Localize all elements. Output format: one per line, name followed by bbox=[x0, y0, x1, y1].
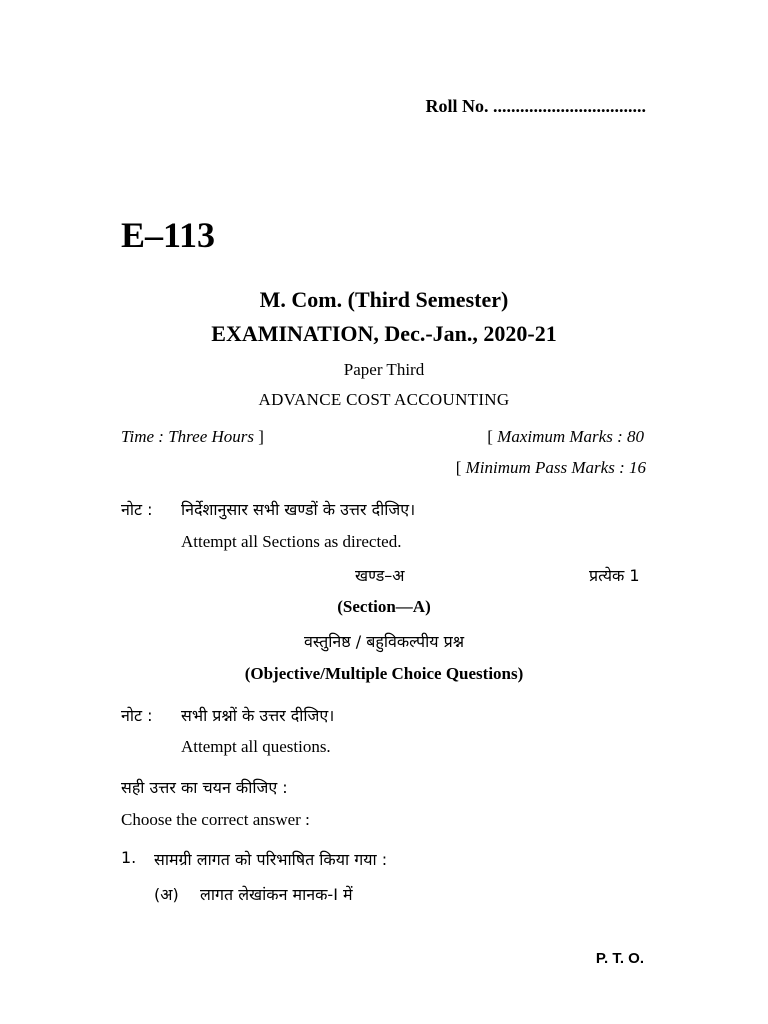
roll-number-line: Roll No. .................................. bbox=[425, 96, 646, 116]
option-a-label: (अ) bbox=[154, 885, 179, 904]
time-label: Time : Three Hours bbox=[121, 427, 255, 446]
min-marks-text: Minimum Pass Marks : 16 bbox=[465, 458, 646, 477]
examination-title: EXAMINATION, Dec.-Jan., 2020-21 bbox=[211, 321, 557, 346]
section-note-label: नोट : bbox=[121, 706, 153, 725]
time-allowed bbox=[121, 427, 264, 447]
min-bracket: [ bbox=[455, 458, 462, 477]
instruction-english: Choose the correct answer : bbox=[121, 810, 310, 829]
subject-title: ADVANCE COST ACCOUNTING bbox=[258, 390, 510, 409]
max-marks-text: Maximum Marks : 80 bbox=[497, 427, 644, 446]
question-text: सामग्री लागत को परिभाषित किया गया : bbox=[154, 850, 388, 869]
minimum-pass-marks bbox=[456, 458, 646, 478]
general-note-english: Attempt all Sections as directed. bbox=[181, 532, 402, 551]
paper-number: Paper Third bbox=[343, 360, 425, 379]
general-note-hindi: निर्देशानुसार सभी खण्डों के उत्तर दीजिए। bbox=[181, 500, 416, 519]
section-note-english: Attempt all questions. bbox=[181, 737, 331, 756]
section-a-marks-each: प्रत्येक 1 bbox=[589, 566, 640, 585]
question-number: 1. bbox=[121, 848, 137, 867]
instruction-hindi: सही उत्तर का चयन कीजिए : bbox=[121, 778, 288, 797]
time-bracket: ] bbox=[258, 427, 264, 446]
general-note-label: नोट : bbox=[121, 500, 153, 519]
max-bracket: [ bbox=[487, 427, 493, 446]
course-title: M. Com. (Third Semester) bbox=[259, 287, 509, 312]
section-a-english-title: (Section—A) bbox=[337, 597, 431, 616]
section-a-english-subtitle: (Objective/Multiple Choice Questions) bbox=[244, 664, 524, 683]
please-turn-over: P. T. O. bbox=[595, 950, 644, 967]
maximum-marks bbox=[487, 427, 644, 447]
section-note-hindi: सभी प्रश्नों के उत्तर दीजिए। bbox=[181, 706, 335, 725]
section-a-hindi-subtitle: वस्तुनिष्ठ / बहुविकल्पीय प्रश्न bbox=[303, 632, 465, 651]
section-a-hindi-title: खण्ड–अ bbox=[355, 566, 405, 585]
paper-code: E–113 bbox=[121, 215, 216, 255]
option-a-text: लागत लेखांकन मानक-I में bbox=[200, 885, 353, 904]
